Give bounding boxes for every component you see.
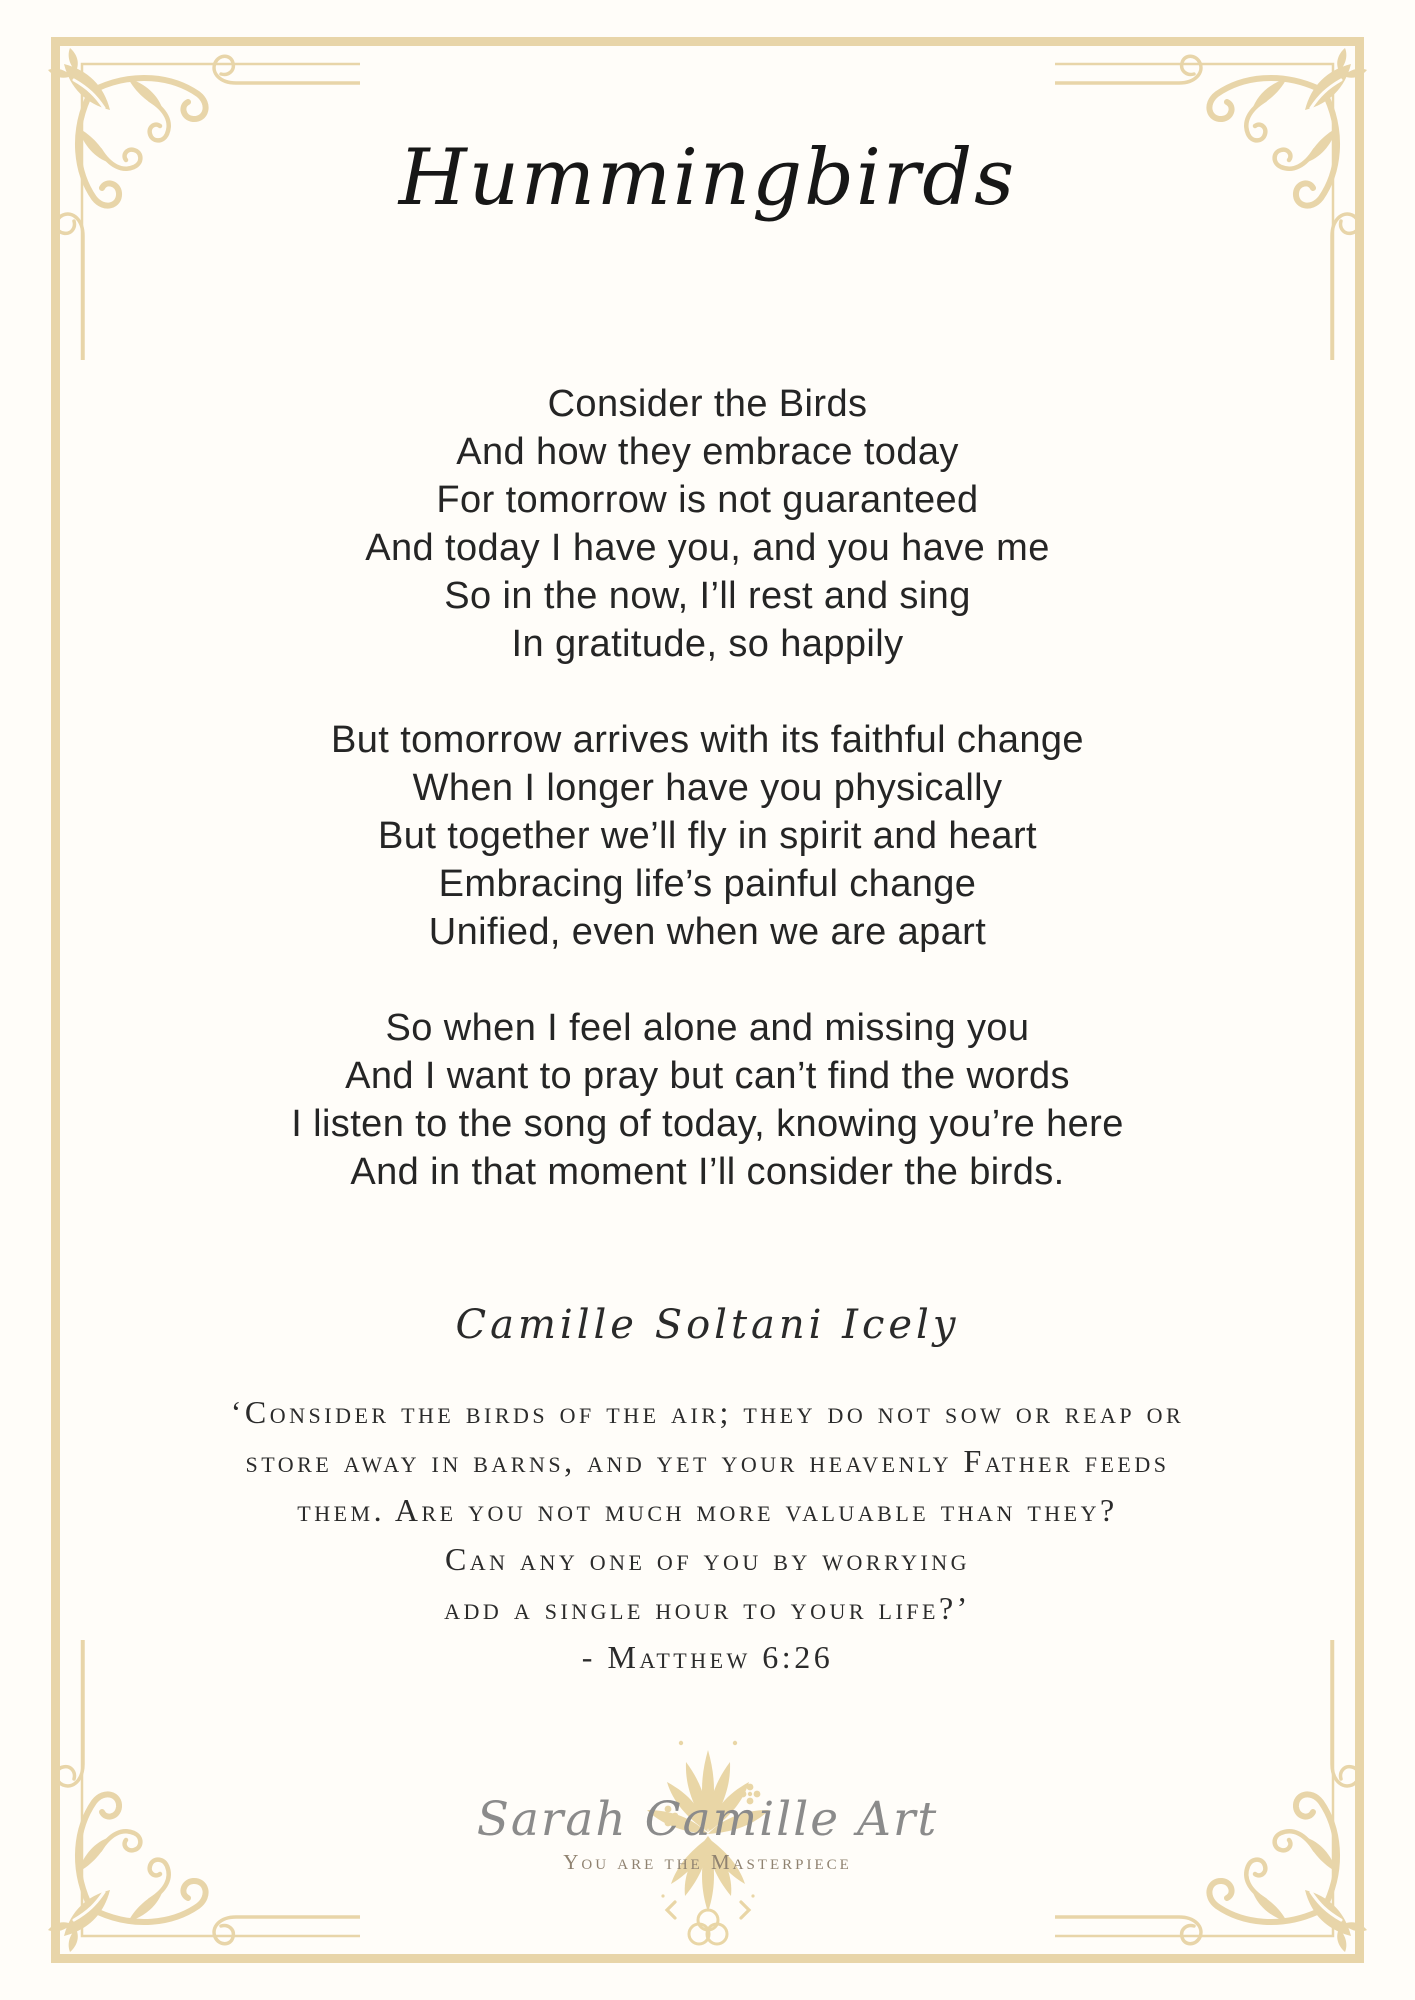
crescent-moon-icon [678, 1716, 736, 1745]
poem-line: And today I have you, and you have me [365, 527, 1050, 569]
poem-line: Embracing life’s painful change [438, 863, 977, 905]
scripture-quote [0, 1388, 1415, 1682]
poem-line: I listen to the song of today, knowing you’re here [291, 1103, 1124, 1145]
poem-line: In gratitude, so happily [511, 623, 904, 665]
poem-line: And I want to pray but can’t find the words [345, 1055, 1070, 1097]
scripture-line: add a single hour to your life?’ [444, 1590, 971, 1626]
poem-line: But tomorrow arrives with its faithful change [331, 719, 1084, 761]
scripture-line: Can any one of you by worrying [444, 1541, 971, 1577]
brand-name: Sarah Camille Art [476, 1792, 939, 1847]
poem-line: When I longer have you physically [412, 767, 1003, 809]
scripture-line: store away in barns, and yet your heavenly Father feeds [245, 1443, 1170, 1479]
scripture-line: them. Are you not much more valuable than they? [297, 1492, 1118, 1528]
poem-line: So when I feel alone and missing you [385, 1007, 1030, 1049]
poem-body [0, 380, 1415, 1244]
poem-stanza-1 [0, 380, 1415, 668]
poem-line: And how they embrace today [456, 431, 959, 473]
poem-line: And in that moment I’ll consider the birds. [350, 1151, 1065, 1193]
poem-line: But together we’ll fly in spirit and heart [378, 815, 1037, 857]
author-signature: Camille Soltani Icely [455, 1302, 960, 1348]
brand-tagline: You are the Masterpiece [563, 1850, 852, 1874]
triquetra-icon [689, 1910, 727, 1944]
scripture-line: ‘Consider the birds of the air; they do not sow or reap or [230, 1394, 1185, 1430]
poem-line: For tomorrow is not guaranteed [436, 479, 979, 521]
poem-line: Consider the Birds [547, 383, 868, 425]
brand-logo [0, 1698, 1415, 1968]
poem-stanza-2 [0, 716, 1415, 956]
poem-line: So in the now, I’ll rest and sing [444, 575, 971, 617]
poem-line: Unified, even when we are apart [428, 911, 987, 953]
scripture-attribution: - Matthew 6:26 [581, 1639, 834, 1675]
page-title: Hummingbirds [398, 133, 1017, 223]
poem-stanza-3 [0, 1004, 1415, 1196]
